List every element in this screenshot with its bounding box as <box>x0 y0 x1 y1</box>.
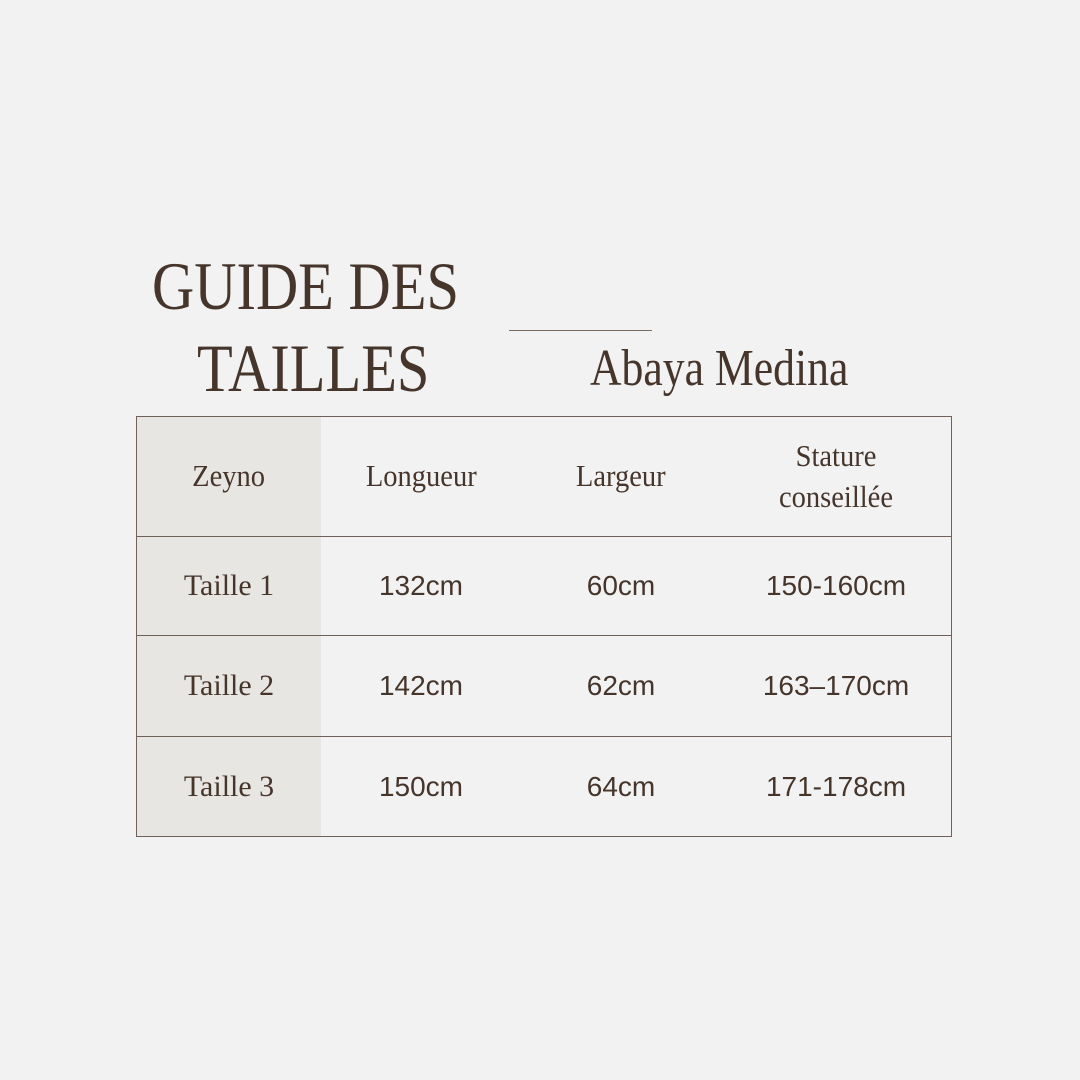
table-cell: 60cm <box>521 537 721 636</box>
header-cell <box>721 417 952 537</box>
table-cell: Taille 1 <box>137 537 322 636</box>
size-table <box>136 416 952 837</box>
table-header-row <box>137 417 952 537</box>
header-label: Stature conseillée <box>778 438 894 514</box>
table-cell: 132cm <box>321 537 521 636</box>
header-cell <box>321 417 521 537</box>
header-label: Longueur <box>365 458 477 494</box>
table-row <box>137 537 952 636</box>
table-cell: 171-178cm <box>721 737 952 837</box>
divider-line <box>509 330 652 331</box>
header-label: Zeyno <box>192 458 266 494</box>
table-cell: 163–170cm <box>721 636 952 737</box>
table-row <box>137 636 952 737</box>
table-cell: 142cm <box>321 636 521 737</box>
header-cell <box>521 417 721 537</box>
table-row <box>137 737 952 837</box>
title-line-1: GUIDE DES <box>152 248 459 324</box>
title-line-2: TAILLES <box>197 330 430 406</box>
table-cell: 150cm <box>321 737 521 837</box>
header-cell <box>137 417 322 537</box>
table-cell: 64cm <box>521 737 721 837</box>
product-name: Abaya Medina <box>590 340 849 397</box>
table-cell: Taille 3 <box>137 737 322 837</box>
table-cell: 150-160cm <box>721 537 952 636</box>
header-label: Largeur <box>576 458 666 494</box>
table-cell: 62cm <box>521 636 721 737</box>
table-cell: Taille 2 <box>137 636 322 737</box>
